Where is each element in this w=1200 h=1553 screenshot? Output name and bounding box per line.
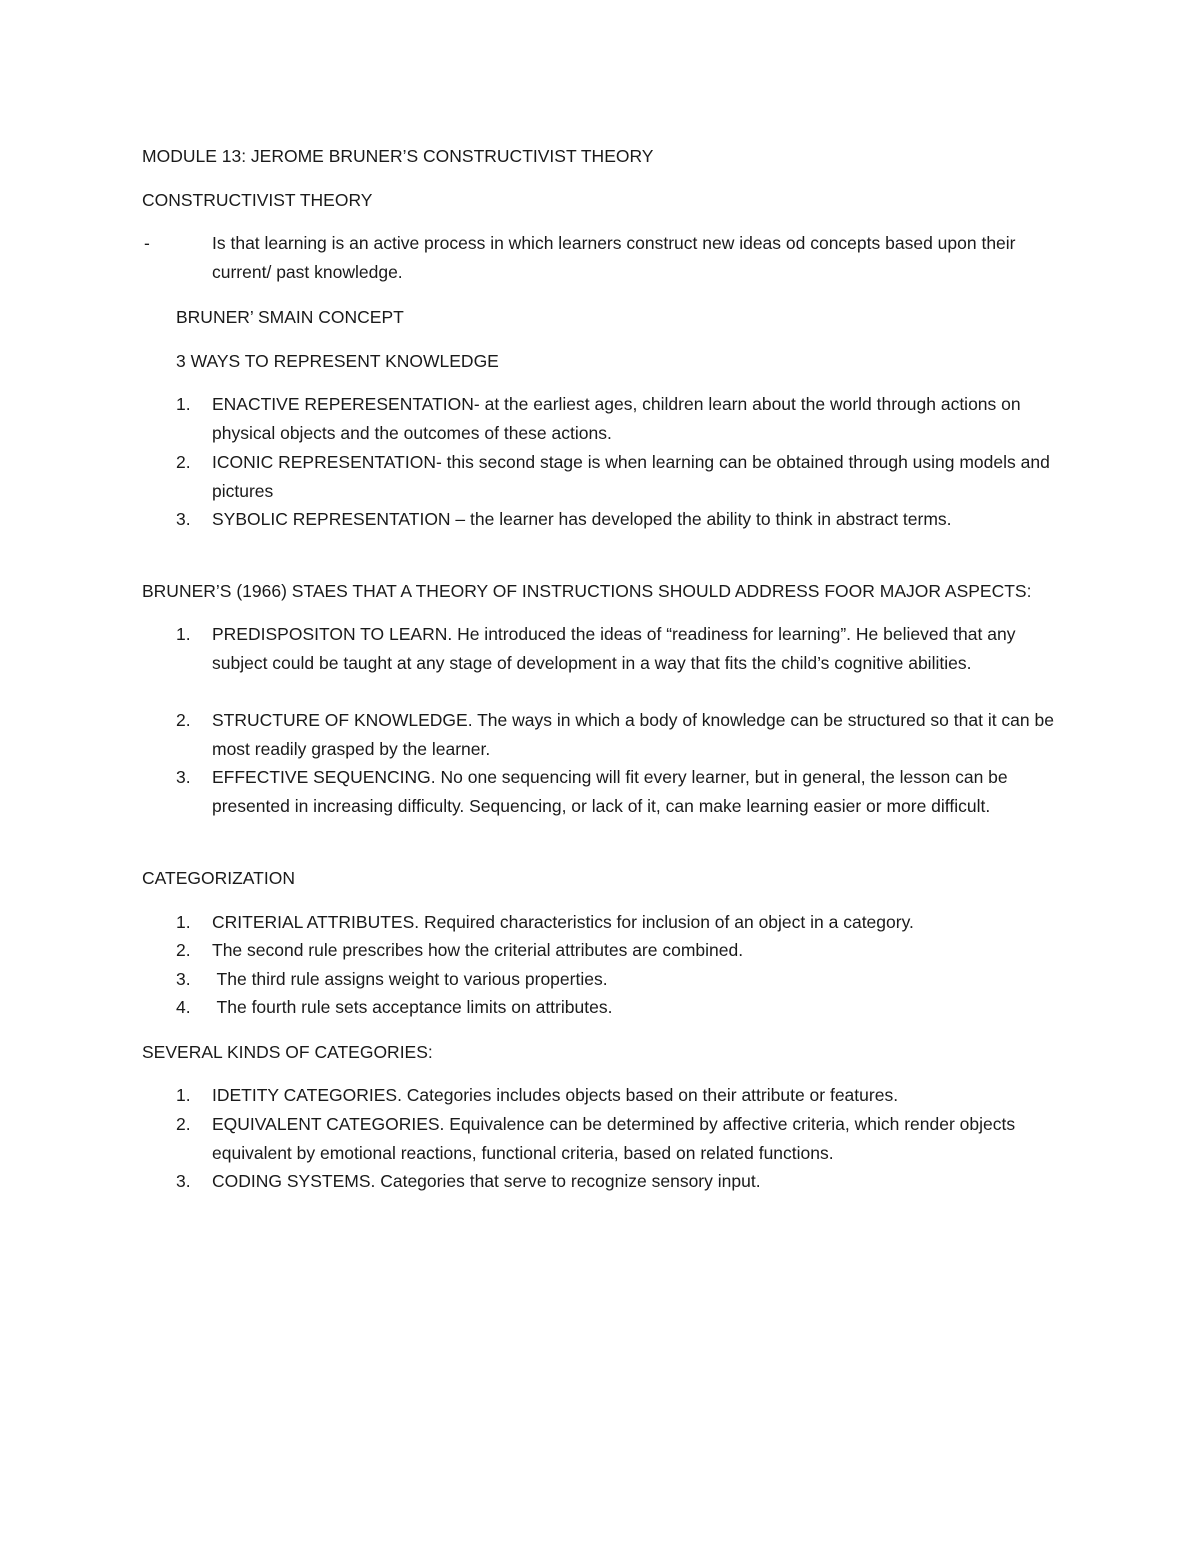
list-number: 1. <box>176 394 191 414</box>
list-text: IDETITY CATEGORIES. Categories includes objects based on their attribute or features. <box>212 1085 899 1105</box>
list-item <box>176 993 1056 1022</box>
list-number: 3. <box>176 509 191 529</box>
list-item <box>176 1167 1056 1196</box>
list-number: 2. <box>176 710 191 730</box>
list-number: 1. <box>176 912 191 932</box>
list-number: 3. <box>176 767 191 787</box>
list-item <box>176 908 1056 937</box>
list-item <box>176 448 1056 505</box>
section-heading-categorization: CATEGORIZATION <box>142 868 295 888</box>
list-text: CODING SYSTEMS. Categories that serve to recognize sensory input. <box>212 1171 761 1191</box>
list-text: EQUIVALENT CATEGORIES. Equivalence can be determined by affective criteria, which render objects equivalent by emotional reactions, functional criteria, based on related functions. <box>212 1114 1016 1163</box>
section-heading-aspects: BRUNER’S (1966) STAES THAT A THEORY OF INSTRUCTIONS SHOULD ADDRESS FOOR MAJOR ASPECTS: <box>142 581 1032 601</box>
dash-bullet: - <box>144 233 150 253</box>
list-item <box>176 390 1056 447</box>
list-number: 3. <box>176 969 191 989</box>
definition-text: Is that learning is an active process in which learners construct new ideas od concepts based upon their current/ past knowledge. <box>212 233 1016 282</box>
list-text: The second rule prescribes how the criterial attributes are combined. <box>212 940 744 960</box>
list-number: 4. <box>176 997 191 1017</box>
list-text: STRUCTURE OF KNOWLEDGE. The ways in which a body of knowledge can be structured so that it can be most readily grasped by the learner. <box>212 710 1054 759</box>
list-item <box>176 1081 1056 1110</box>
list-item <box>176 1110 1056 1167</box>
list-text: CRITERIAL ATTRIBUTES. Required characteristics for inclusion of an object in a category. <box>212 912 914 932</box>
list-number: 2. <box>176 452 191 472</box>
list-item <box>176 965 1056 994</box>
list-text: The fourth rule sets acceptance limits on attributes. <box>212 997 613 1017</box>
list-text: The third rule assigns weight to various properties. <box>212 969 608 989</box>
list-item <box>176 936 1056 965</box>
document-title: MODULE 13: JEROME BRUNER’S CONSTRUCTIVIST THEORY <box>142 146 654 166</box>
list-item <box>176 620 1056 677</box>
list-number: 3. <box>176 1171 191 1191</box>
section-heading-kinds: SEVERAL KINDS OF CATEGORIES: <box>142 1042 433 1062</box>
list-number: 2. <box>176 940 191 960</box>
list-number: 1. <box>176 1085 191 1105</box>
list-text: EFFECTIVE SEQUENCING. No one sequencing will fit every learner, but in general, the lesson can be presented in increasing difficulty. Sequencing, or lack of it, can make learning easier or more difficult. <box>212 767 1008 816</box>
list-text: ICONIC REPRESENTATION- this second stage is when learning can be obtained through using models and pictures <box>212 452 1050 501</box>
list-text: PREDISPOSITON TO LEARN. He introduced the ideas of “readiness for learning”. He believed that any subject could be taught at any stage of development in a way that fits the child’s cognitive abilities. <box>212 624 1016 673</box>
list-item <box>176 505 1056 534</box>
list-item <box>176 706 1056 763</box>
list-number: 2. <box>176 1114 191 1134</box>
list-number: 1. <box>176 624 191 644</box>
list-item <box>176 763 1056 820</box>
section-heading-main-concept: BRUNER’ SMAIN CONCEPT <box>176 307 404 327</box>
section-heading-ways: 3 WAYS TO REPRESENT KNOWLEDGE <box>176 351 499 371</box>
section-heading-constructivist: CONSTRUCTIVIST THEORY <box>142 190 373 210</box>
list-text: SYBOLIC REPRESENTATION – the learner has developed the ability to think in abstract terms. <box>212 509 952 529</box>
definition-item <box>144 229 1056 286</box>
list-text: ENACTIVE REPERESENTATION- at the earliest ages, children learn about the world through actions on physical objects and the outcomes of these actions. <box>212 394 1021 443</box>
